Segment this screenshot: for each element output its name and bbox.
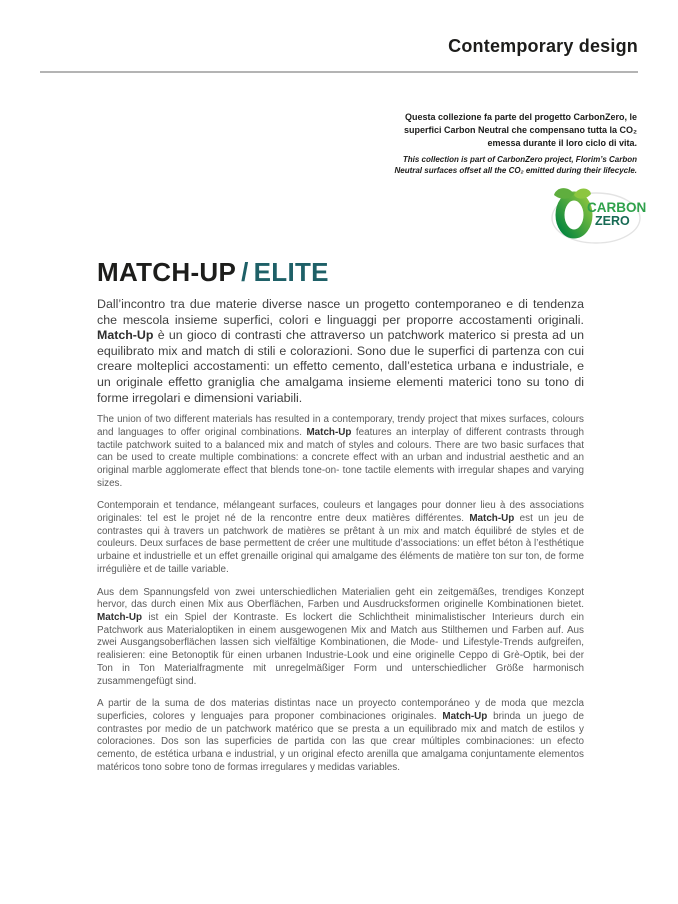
header-divider: [40, 71, 638, 73]
collection-variant: ELITE: [253, 257, 329, 287]
brand-name: Match-Up: [97, 328, 154, 343]
logo-word-carbon: CARBON: [587, 200, 647, 215]
paragraph-italian-text: è un gioco di contrasti che attraverso un patchwork materico si presta ad un equilibrato mix and match di stili e colorazioni. Sono due le superfici di partenza con cui creare molteplici accostamenti: un effetto cemento, dall’estetica urbana e industriale, e un originale effetto graniglia che amalgama insieme elementi materici tono su tono di forme irregolari e dimensioni variabili.: [97, 328, 584, 405]
logo-word-zero: ZERO: [595, 214, 630, 228]
brand-name: Match-Up: [306, 426, 352, 438]
paragraph-spanish: [97, 698, 584, 774]
brand-name: Match-Up: [442, 710, 488, 722]
collection-name: MATCH-UP: [97, 257, 237, 287]
paragraph-german-text: ist ein Spiel der Kontraste. Es lockert die Schlichtheit minimalistischer Interieurs durch ein Patchwork aus Materialoptiken in einem ausgewogenen Mix and Match aus Stilthemen und Farben auf. Aus zwei Ausgangsoberflächen lassen sich vielfältige Kombinationen, die Mode- und Lifestyle-Trends aufgreifen, realisieren: eine Betonoptik für einen urbanen Industrie-Look und eine originelle Ceppo di Grè-Optik, bei der Ton in Ton Materialfragmente mit unregelmäßiger Form und unterschiedlicher Größe harmonisch zusammengefügt sind.: [97, 612, 584, 687]
paragraph-spanish-text: brinda un juego de contrastes por medio de un patchwork matérico que se presta a un equilibrado mix and match de estilos y coloraciones. Dos son las superficies de partida con las que crear múltiples combinaciones: un efecto cemento, de estética urbana e industrial, y un original efecto arenilla que amalgama conjuntamente elementos matéricos tono sobre tono de formas irregulares y medidas variables.: [97, 710, 584, 773]
paragraph-german: [97, 587, 584, 689]
paragraph-english-text: The union of two different materials has resulted in a contemporary, trendy project that mixes surfaces, colours and languages to offer original combinations.: [97, 414, 584, 438]
carbonzero-leaf-zero-icon: [550, 184, 650, 246]
title-separator: /: [241, 257, 249, 287]
carbonzero-note: [375, 111, 637, 176]
paragraph-french: [97, 500, 584, 576]
brand-name: Match-Up: [97, 612, 142, 623]
main-text-column: [97, 257, 584, 784]
carbonzero-logo: [550, 184, 650, 246]
paragraph-english: [97, 414, 584, 490]
paragraph-german-text: Aus dem Spannungsfeld von zwei unterschiedlichen Materialien geht ein zeitgemäßes, trendiges Konzept hervor, das durch einen Mix aus Oberflächen, Farben und Ausdrucksformen originelle Kombinationen bietet.: [97, 586, 584, 611]
paragraph-french-text: Contemporain et tendance, mélangeant surfaces, couleurs et langages pour donner lieu à des associations originales: tel est le projet né de la rencontre entre deux matières différentes.: [97, 500, 584, 525]
paragraph-english-text: features an interplay of different contrasts through tactile patchwork suited to a balanced mix and match of styles and colours. There are two basic surfaces that can be used to create multiple combinations: a concrete effect with an urban and industrial aesthetic and an original marble agglomerate effect that blends tone-on- tone tactile elements with irregular shapes and varying sizes.: [97, 426, 584, 489]
page-header-title: Contemporary design: [448, 36, 638, 56]
paragraph-french-text: est un jeu de contrastes qui à travers un patchwork de matières se prêtant à un mix and match équilibré de styles et de couleurs. Deux surfaces de base permettent de créer une multitude d’associations: un effet béton à l’esthétique urbaine et industrielle et un effet grenaille original qui amalgame des éléments de matière ton sur ton, de forme irrégulière et de taille variable.: [97, 513, 584, 575]
paragraph-italian-text: Dall’incontro tra due materie diverse nasce un progetto contemporaneo e di tendenza che mescola insieme superfici, colori e linguaggi per proporre accostamenti originali.: [97, 297, 584, 327]
paragraph-spanish-text: A partir de la suma de dos materias distintas nace un proyecto contemporáneo y de moda que mezcla superficies, colores y lenguajes para proponer combinaciones originales.: [97, 698, 584, 722]
carbonzero-text-english: This collection is part of CarbonZero project, Florim’s Carbon Neutral surfaces offset all the CO₂ emitted during their lifecycle.: [394, 155, 637, 175]
carbonzero-text-italian: Questa collezione fa parte del progetto CarbonZero, le superfici Carbon Neutral che compensano tutta la CO₂ emessa durante il loro ciclo di vita.: [403, 112, 637, 148]
collection-title: [97, 257, 584, 287]
brand-name: Match-Up: [469, 513, 515, 525]
paragraph-italian: [97, 297, 584, 406]
